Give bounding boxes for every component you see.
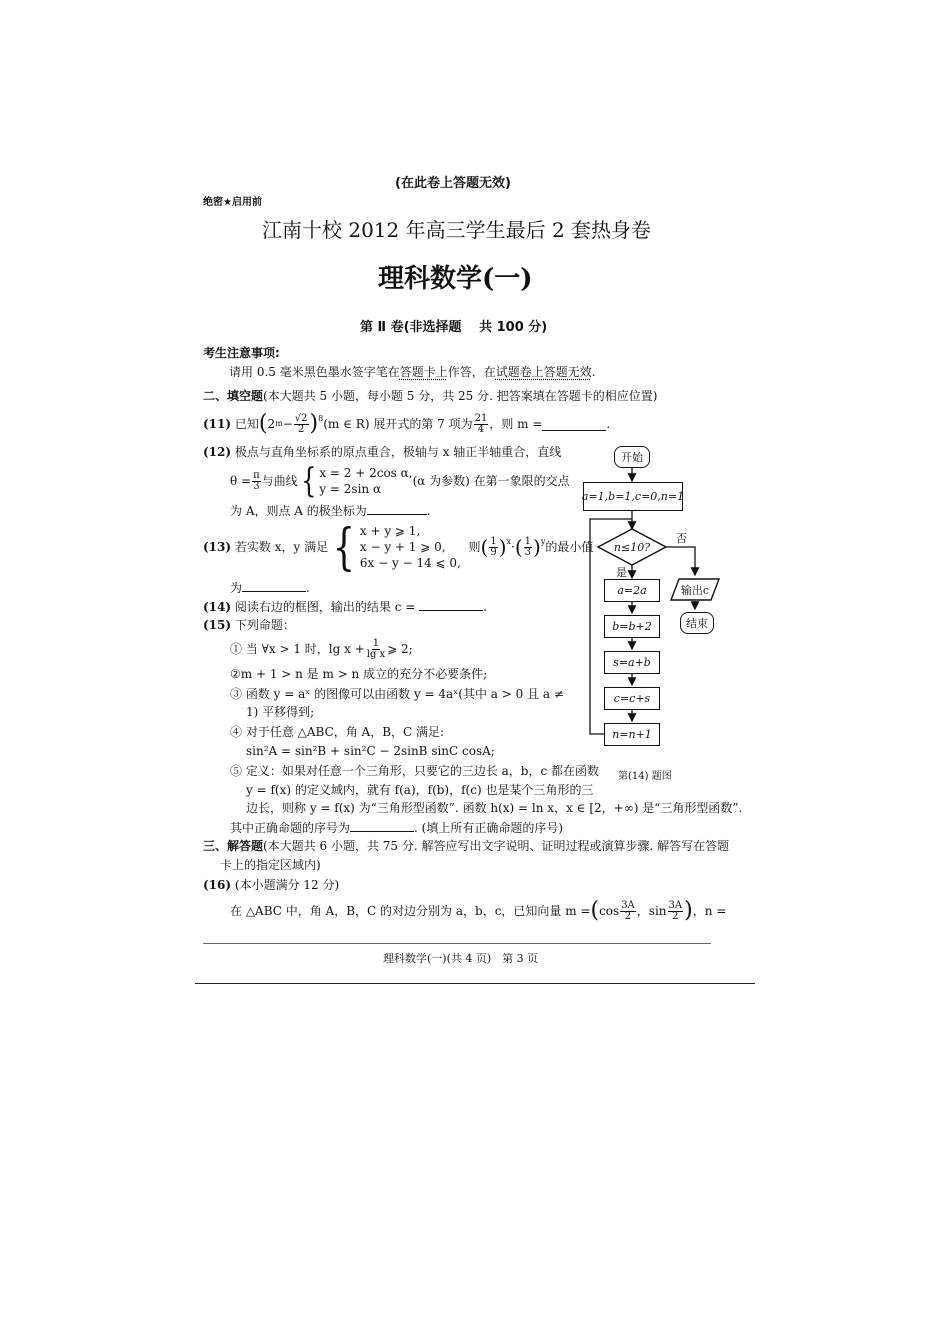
q16-f1-den: 2 [624, 910, 632, 922]
question-12-line2 [230, 462, 570, 500]
q11-sqrt-fraction [294, 414, 309, 435]
q15-answer-blank [350, 819, 414, 832]
footer-page-info: 理科数学(一)(共 4 页) 第 3 页 [383, 952, 539, 965]
fc-step-s: s=a+b [604, 651, 660, 674]
q12-pi-fraction [252, 471, 261, 492]
question-11 [203, 411, 610, 437]
notes-text-a: 请用 0.5 毫米黑色墨水签字笔在 [229, 365, 400, 379]
fc-output-text: 输出c [680, 584, 710, 597]
q12-three: 3 [253, 480, 260, 492]
q16-head: (本小题满分 12 分) [234, 878, 340, 892]
question-16-body: 在 △ABC 中，角 A，B，C 的对边分别为 a，b，c，已知向量 m = ( cos $\frac{3A}{2}$ ，sin $\frac{3A}{2}$ ) ，n = [230, 898, 727, 923]
q16-number: (16) [203, 878, 232, 892]
fc-yes-label: 是 [616, 566, 627, 579]
q13-c1: x + y ⩾ 1, [359, 524, 421, 538]
question-13-line2 [230, 579, 310, 596]
q15-item-3a: ③ 函数 y = aˣ 的图像可以由函数 y = 4aˣ(其中 a > 0 且 a ≠ [230, 687, 564, 701]
q11-text-a: 已知 [234, 417, 259, 431]
q13-c2: x − y + 1 ⩾ 0, [359, 540, 446, 554]
fc-cond-text: n≤10? [613, 541, 651, 554]
q15-i1-a: ① 当 ∀x > 1 时，lg x + [230, 642, 365, 656]
notes-line [229, 364, 596, 380]
q14-answer-blank [419, 598, 483, 611]
q13-end: . [306, 581, 310, 595]
q11-m-sup: m [275, 419, 283, 428]
section-title: 第 Ⅱ 卷(非选择题 共 100 分) [360, 320, 548, 335]
q12-line1: 极点与直角坐标系的原点重合，极轴与 x 轴正半轴重合，直线 [234, 445, 562, 459]
secret-label: 绝密★启用前 [203, 197, 262, 208]
notes-dotted-1: 答题卡上 [399, 365, 448, 379]
q13-sup-y: y [540, 537, 546, 546]
q11-base: 2 [267, 417, 276, 431]
q13-number: (13) [203, 540, 232, 554]
notes-heading: 考生注意事项: [203, 346, 280, 360]
q15-i1-b: ⩾ 2; [387, 642, 413, 656]
part3-desc-line2: 卡上的指定区域内) [220, 858, 321, 872]
q14-number: (14) [203, 600, 232, 614]
invalid-notice: (在此卷上答题无效) [395, 176, 511, 191]
q12-eq1: x = 2 + 2cos α, [319, 466, 413, 480]
q11-sqrt-den: 2 [297, 423, 305, 435]
q11-paren-open: ( [258, 411, 268, 436]
q12-pi: π [253, 469, 260, 481]
q16-f2-num: 3A [668, 899, 683, 911]
q13-wei: 为 [230, 581, 243, 595]
q13-then: 则 [468, 540, 481, 554]
q11-number: (11) [203, 417, 232, 431]
q12-brace: { [300, 461, 317, 501]
q13-one-a: 1 [490, 535, 497, 547]
part3-heading [203, 838, 729, 854]
q15-item-4b: sin²A = sin²B + sin²C − 2sinB sinC cosA; [246, 744, 495, 758]
q15-i1-num: 1 [372, 637, 380, 649]
q15-item-5c: 边长，则称 y = f(x) 为“三角形型函数”. 函数 h(x) = ln x，x ∈ [2，+∞) 是“三角形型函数”. [246, 801, 743, 815]
notes-text-c: . [591, 365, 596, 379]
q13-tail: 的最小值 [545, 540, 594, 554]
q15-i1-fraction [366, 639, 386, 660]
fc-no-label: 否 [676, 532, 687, 545]
q15-question [230, 819, 563, 836]
q13-dot: · [511, 540, 515, 554]
q11-fraction [474, 414, 489, 435]
part2-label: 二、填空题 [203, 389, 264, 403]
q15-item-1 [230, 635, 413, 663]
q12-end: . [426, 504, 431, 518]
notes-dotted-2: 试题卷上答题无效 [495, 365, 592, 379]
q15-item-2: ②m + 1 > n 是 m > n 成立的充分不必要条件; [230, 667, 488, 681]
q11-frac-num: 21 [474, 412, 488, 424]
q15-item-3b: 1) 平移得到; [246, 705, 315, 719]
q15-q2: . (填上所有正确命题的序号) [414, 821, 564, 835]
part2-heading [203, 388, 657, 404]
fc-end: 结束 [680, 612, 714, 634]
question-14 [203, 598, 487, 615]
q11-frac-den: 4 [477, 423, 485, 435]
q12-curve-system [319, 465, 412, 497]
question-12-line1 [203, 444, 561, 460]
q12-answer-blank [367, 502, 427, 515]
q11-tail: ，则 m = [489, 417, 543, 431]
fc-init: a=1,b=1,c=0,n=1 [583, 482, 683, 511]
q11-sqrt-num: √2 [294, 412, 308, 424]
q16-frac-1 [620, 901, 636, 922]
q13-brace: { [332, 518, 356, 576]
q11-condition: (m ∈ R) 展开式的第 7 项为 [323, 417, 473, 431]
q12-param: (α 为参数) 在第一象限的交点 [412, 474, 570, 488]
subject-title: 理科数学(一) [378, 264, 533, 294]
q12-theta: θ = [230, 474, 252, 488]
q13-c3: 6x − y − 14 ⩽ 0, [359, 556, 461, 570]
fc-step-c: c=c+s [604, 687, 660, 710]
q16-frac-2 [668, 901, 684, 922]
q11-exponent: 8 [318, 414, 324, 423]
exam-title: 江南十校 2012 年高三学生最后 2 套热身卷 [262, 218, 652, 242]
q13-constraints [360, 523, 461, 571]
q14-text: 阅读右边的框图，输出的结果 c = [234, 600, 420, 614]
question-12-line3 [230, 502, 431, 519]
part3-desc1: (本大题共 6 小题，共 75 分. 解答应写出文字说明、证明过程或演算步骤. 解答写在答题 [263, 839, 730, 853]
q13-frac-third [524, 537, 532, 558]
q15-item-5a: ⑤ 定义：如果对任意一个三角形，只要它的三边长 a，b，c 都在函数 [230, 764, 600, 778]
question-15 [203, 617, 295, 633]
q11-minus: − [282, 417, 293, 431]
q15-q: 其中正确命题的序号为 [230, 821, 351, 835]
q15-text: 下列命题： [234, 618, 295, 632]
q14-end: . [483, 600, 487, 614]
question-13: (13) 若实数 x，y 满足 { x + y ⩾ 1, x − y + 1 ⩾ 0, 6x − y − 14 ⩽ 0, 则 ( $\frac{1}{9}$ ) $^x$ · ( $\frac{1}{3}$ ) $^y$ 的最小值 [203, 518, 594, 576]
q16-comma: ，sin [636, 904, 667, 918]
q13-answer-blank [242, 579, 306, 592]
fc-start: 开始 [614, 446, 650, 468]
q15-item-5b: y = f(x) 的定义域内，就有 f(a)，f(b)，f(c) 也是某个三角形的三 [246, 783, 594, 797]
q13-text-a: 若实数 x，y 满足 [234, 540, 329, 554]
q12-number: (12) [203, 445, 232, 459]
q12-eq2: y = 2sin α [319, 482, 382, 496]
part2-desc: (本大题共 5 小题，每小题 5 分，共 25 分. 把答案填在答题卡的相应位置) [263, 389, 658, 403]
notes-text-b: 作答，在 [447, 365, 496, 379]
q16-f1-num: 3A [621, 899, 635, 911]
question-16-head [203, 877, 339, 893]
fc-step-b: b=b+2 [604, 615, 660, 638]
q16-text-b: ，n = [692, 904, 727, 918]
q16-cos: cos [599, 904, 620, 918]
q12-with: 与曲线 [261, 474, 298, 488]
q13-three: 3 [524, 546, 532, 558]
fc-step-n: n=n+1 [604, 723, 660, 746]
q16-text-a: 在 △ABC 中，角 A，B，C 的对边分别为 a，b，c，已知向量 m = [230, 904, 591, 918]
q11-answer-blank [542, 418, 606, 431]
q16-f2-den: 2 [672, 910, 679, 922]
part3-label: 三、解答题 [203, 839, 264, 853]
q11-paren-close: ) [309, 411, 319, 436]
q13-one-b: 1 [524, 535, 532, 547]
fc-caption: 第(14) 题图 [618, 771, 672, 782]
footer-rule-bottom [195, 983, 755, 984]
q13-sup-x: x [506, 537, 512, 546]
q13-nine: 9 [490, 546, 497, 558]
q13-frac-ninth [489, 537, 497, 558]
q15-item-4a: ④ 对于任意 △ABC，角 A，B，C 满足: [230, 725, 445, 739]
q12-line3: 为 A，则点 A 的极坐标为 [230, 504, 367, 518]
footer-rule-top [203, 943, 711, 944]
fc-step-a: a=2a [604, 579, 660, 602]
q15-number: (15) [203, 618, 232, 632]
q15-i1-den: lg x [366, 648, 386, 660]
q11-end: . [606, 417, 611, 431]
